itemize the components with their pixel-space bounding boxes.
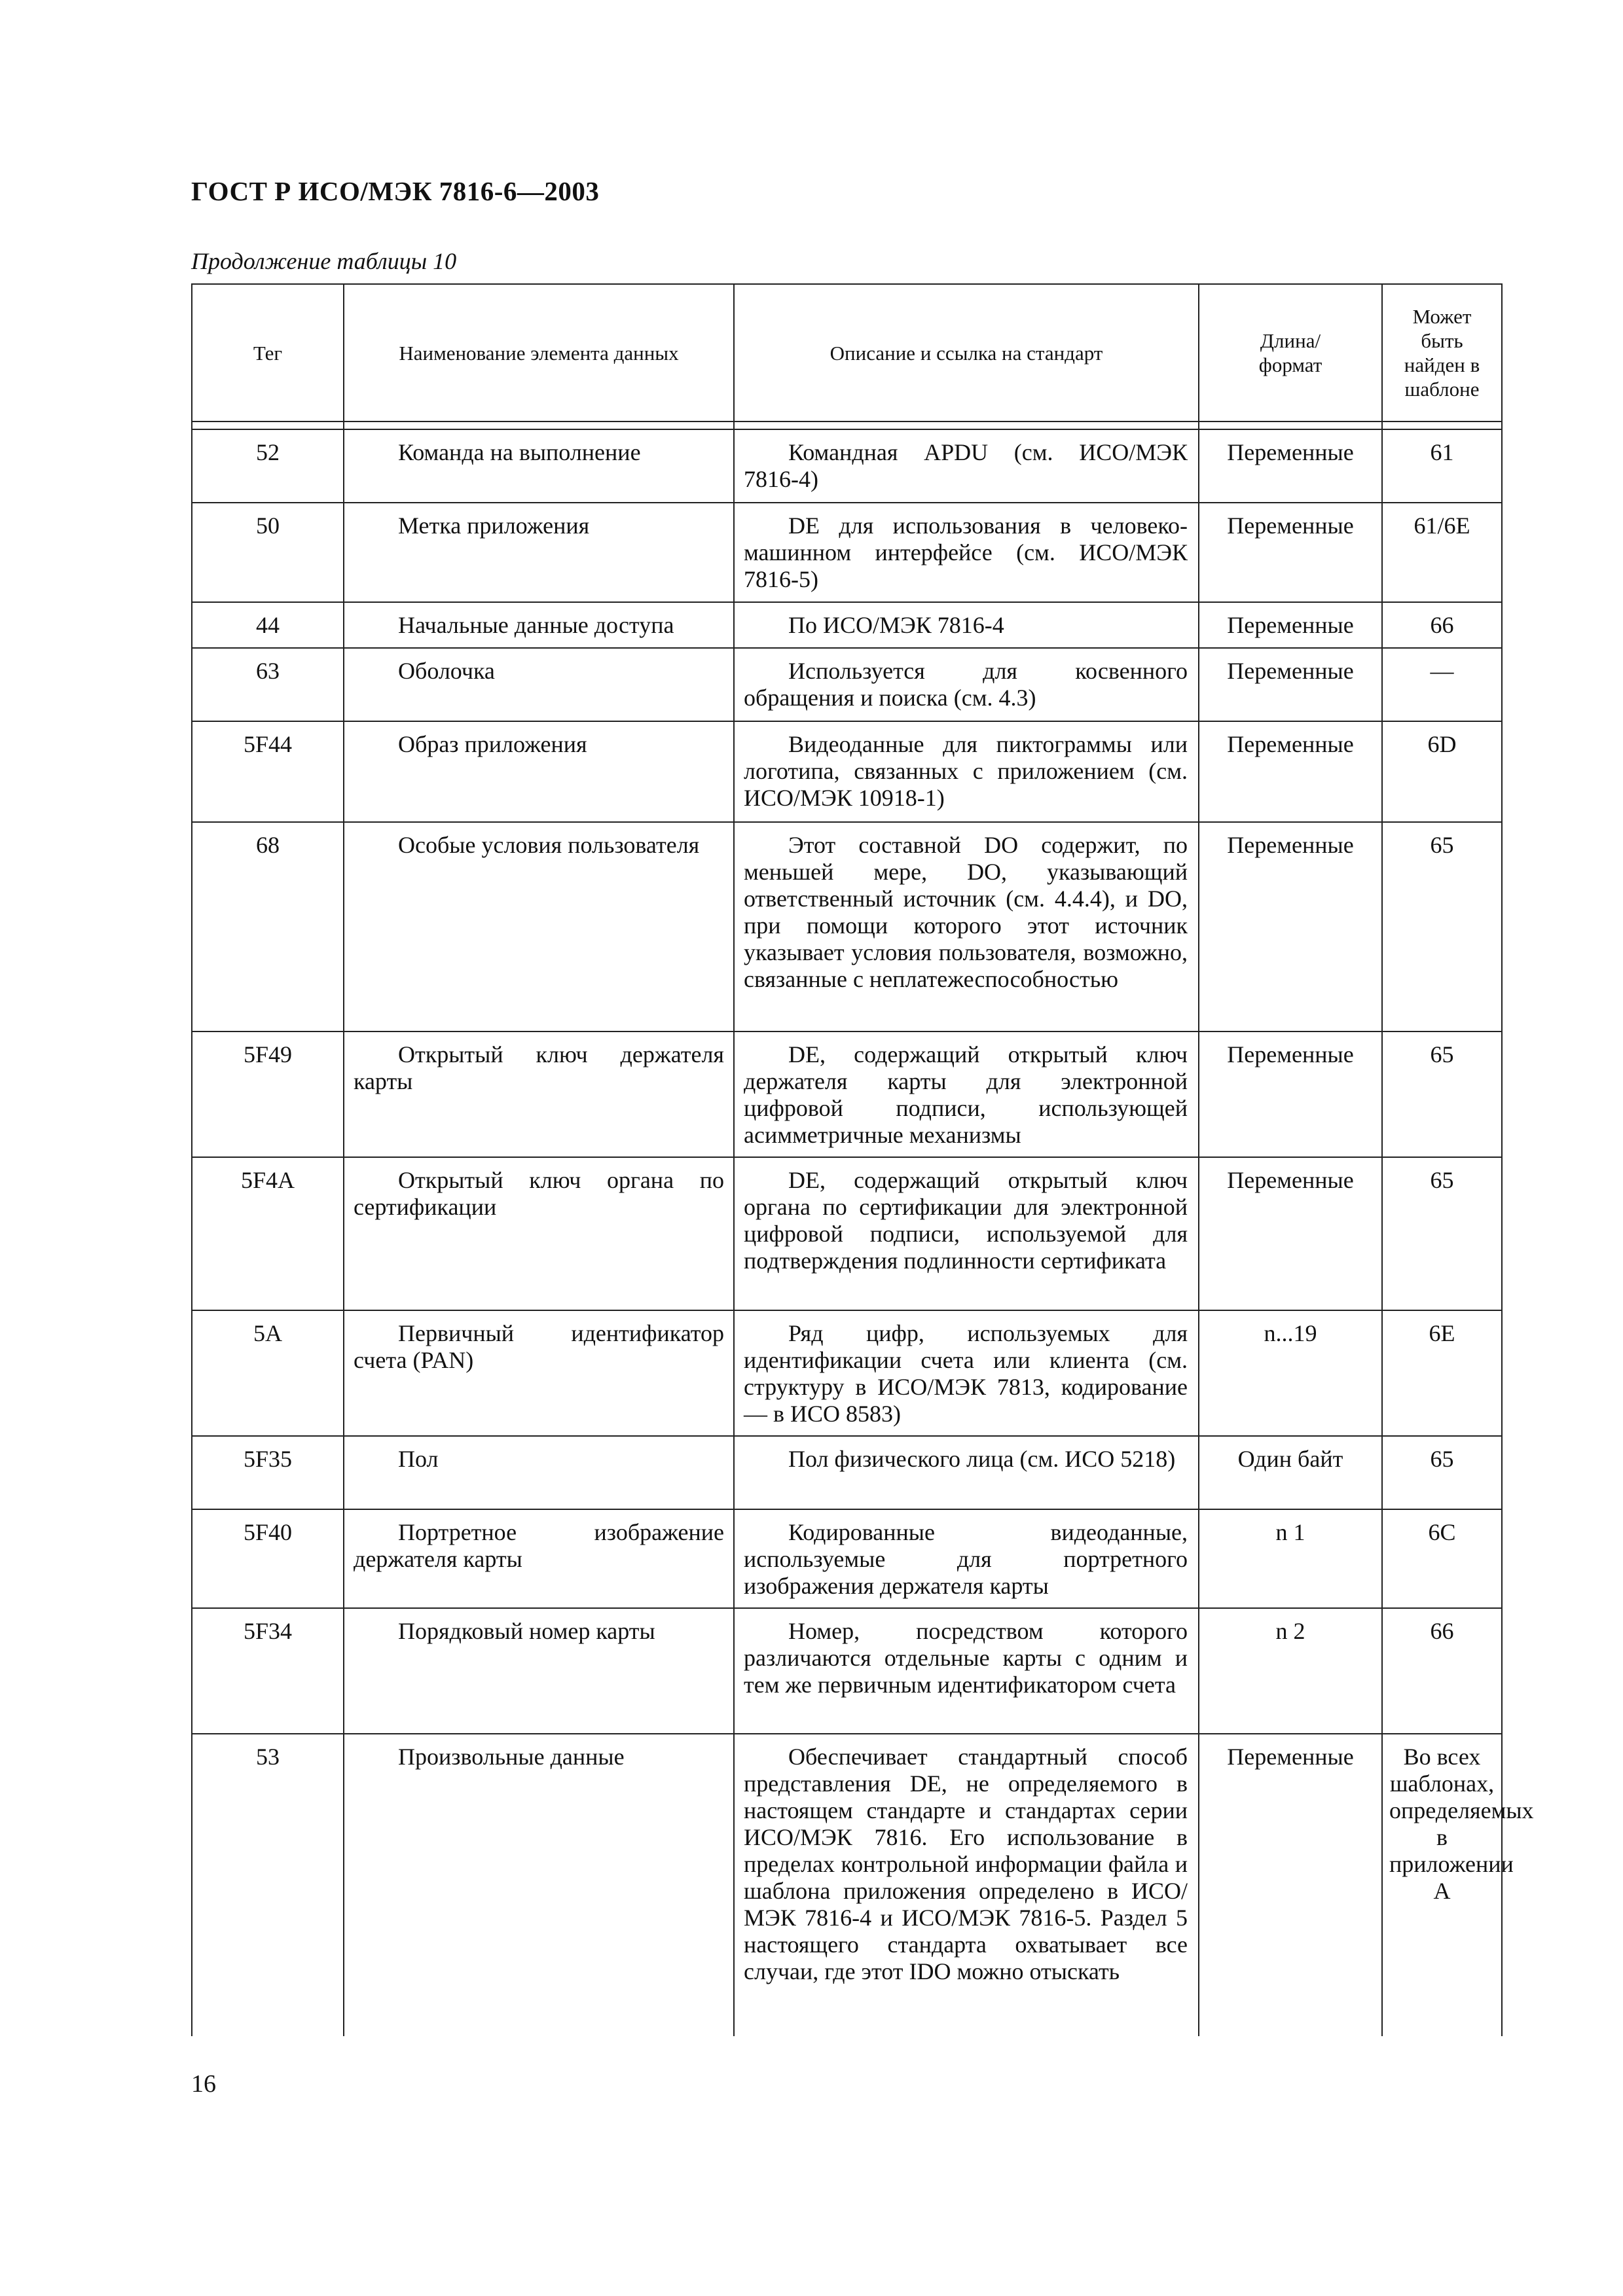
cell-description: [734, 1608, 1199, 1734]
cell-template: 61: [1382, 429, 1502, 503]
cell-description: [734, 503, 1199, 602]
cell-description-text: Используется для косвенного обращения и поиска (см. 4.3): [744, 658, 1188, 711]
cell-length-format: Переменные: [1199, 1157, 1382, 1310]
cell-element-name-text: Метка приложения: [398, 512, 590, 539]
cell-description: [734, 1509, 1199, 1608]
cell-tag: 5F40: [192, 1509, 344, 1608]
table-row: [192, 822, 1502, 1031]
cell-element-name-text: Открытый ключ органа по сертификации: [354, 1167, 724, 1220]
cell-length-format: n 2: [1199, 1608, 1382, 1734]
cell-tag: 5F34: [192, 1608, 344, 1734]
page-number: 16: [191, 2070, 216, 2098]
cell-element-name: [344, 1157, 734, 1310]
cell-template: 6C: [1382, 1509, 1502, 1608]
table-caption: Продолжение таблицы 10: [191, 248, 457, 274]
cell-description: [734, 429, 1199, 503]
cell-element-name-text: Особые условия пользователя: [398, 832, 700, 858]
cell-length-format: n 1: [1199, 1509, 1382, 1608]
cell-description: [734, 648, 1199, 721]
cell-element-name-text: Произвольные данные: [398, 1744, 625, 1770]
cell-element-name: [344, 1734, 734, 2036]
cell-template: 6D: [1382, 721, 1502, 822]
cell-description-text: DE, содержащий открытый ключ органа по сертификации для электронной цифровой подписи, используемой для подтверждения подлинности сертификата: [744, 1167, 1188, 1274]
cell-length-format: Переменные: [1199, 648, 1382, 721]
cell-element-name-text: Порядковый номер карты: [398, 1618, 655, 1644]
cell-element-name: [344, 1310, 734, 1436]
cell-length-format: Переменные: [1199, 822, 1382, 1031]
cell-description: [734, 1031, 1199, 1157]
table-row: [192, 1157, 1502, 1310]
cell-element-name: [344, 1608, 734, 1734]
cell-template: 65: [1382, 822, 1502, 1031]
cell-tag: 63: [192, 648, 344, 721]
cell-length-format: Переменные: [1199, 503, 1382, 602]
cell-description: [734, 1157, 1199, 1310]
cell-description-text: Пол физического лица (см. ИСО 5218): [788, 1446, 1176, 1472]
cell-template: 65: [1382, 1031, 1502, 1157]
document-header: ГОСТ Р ИСО/МЭК 7816-6—2003: [191, 176, 600, 206]
cell-tag: 53: [192, 1734, 344, 2036]
column-header-description: Описание и ссылка на стандарт: [734, 284, 1199, 422]
column-header-name: Наименование элемента данных: [344, 284, 734, 422]
cell-element-name: [344, 1436, 734, 1509]
cell-template: 66: [1382, 602, 1502, 648]
cell-tag: 5F35: [192, 1436, 344, 1509]
cell-element-name: [344, 648, 734, 721]
cell-element-name-text: Первичный идентификатор счета (PAN): [354, 1320, 724, 1373]
table-row: [192, 1031, 1502, 1157]
cell-tag: 68: [192, 822, 344, 1031]
cell-element-name-text: Открытый ключ держателя карты: [354, 1041, 724, 1094]
cell-element-name-text: Образ приложения: [398, 731, 587, 757]
column-header-template: Может быть найден в шаблоне: [1382, 284, 1502, 422]
cell-description-text: Номер, посредством которого различаются отдельные карты с одним и тем же первичным идентификатором счета: [744, 1618, 1188, 1698]
cell-element-name-text: Оболочка: [398, 658, 495, 684]
cell-tag: 5F49: [192, 1031, 344, 1157]
cell-description-text: Этот составной DO содержит, по меньшей мере, DO, указывающий ответственный источник (см. 4.4.4), и DO, при помощи которого этот источник указывает условия пользователя, возможно, связанные с неплатежеспособностью: [744, 832, 1188, 992]
cell-length-format: Переменные: [1199, 602, 1382, 648]
cell-tag: 50: [192, 503, 344, 602]
cell-length-format: Один байт: [1199, 1436, 1382, 1509]
cell-tag: 44: [192, 602, 344, 648]
cell-tag: 5F44: [192, 721, 344, 822]
column-header-tag: Тег: [192, 284, 344, 422]
cell-length-format: Переменные: [1199, 429, 1382, 503]
table-row: [192, 602, 1502, 648]
cell-description-text: Командная APDU (см. ИСО/МЭК 7816-4): [744, 439, 1188, 492]
table-row: [192, 503, 1502, 602]
cell-description-text: Обеспечивает стандартный способ представления DE, не определяемого в настоящем стандарте и стандартах серии ИСО/МЭК 7816. Его использование в пределах контрольной информации файла и шаблона приложения определено в ИСО/МЭК 7816-4 и ИСО/МЭК 7816-5. Раздел 5 настоящего стандарта охватывает все случаи, где этот IDO можно отыскать: [744, 1744, 1188, 1984]
cell-element-name-text: Начальные данные доступа: [398, 612, 674, 638]
cell-tag: 52: [192, 429, 344, 503]
table-row: [192, 1608, 1502, 1734]
cell-description: [734, 602, 1199, 648]
cell-element-name: [344, 1509, 734, 1608]
cell-description: [734, 1310, 1199, 1436]
cell-element-name: [344, 503, 734, 602]
cell-description-text: По ИСО/МЭК 7816-4: [788, 612, 1004, 638]
cell-description-text: DE для использования в человеко-машинном интерфейсе (см. ИСО/МЭК 7816-5): [744, 512, 1188, 592]
cell-description: [734, 1436, 1199, 1509]
cell-template: 65: [1382, 1436, 1502, 1509]
cell-element-name-text: Портретное изображение держателя карты: [354, 1519, 724, 1572]
cell-description-text: Ряд цифр, используемых для идентификации счета или клиента (см. структуру в ИСО/МЭК 7813, кодирование — в ИСО 8583): [744, 1320, 1188, 1427]
cell-description-text: Видеоданные для пиктограммы или логотипа, связанных с приложением (см. ИСО/МЭК 10918-1): [744, 731, 1188, 811]
cell-template: 66: [1382, 1608, 1502, 1734]
cell-description-text: DE, содержащий открытый ключ держателя карты для электронной цифровой подписи, использующей асимметричные механизмы: [744, 1041, 1188, 1148]
cell-description: [734, 1734, 1199, 2036]
cell-element-name: [344, 1031, 734, 1157]
table-row: [192, 429, 1502, 503]
cell-description: [734, 721, 1199, 822]
cell-length-format: Переменные: [1199, 721, 1382, 822]
table-row: [192, 721, 1502, 822]
cell-length-format: Переменные: [1199, 1031, 1382, 1157]
cell-element-name: [344, 429, 734, 503]
cell-length-format: Переменные: [1199, 1734, 1382, 2036]
cell-element-name-text: Пол: [398, 1446, 439, 1472]
cell-element-name-text: Команда на выполнение: [398, 439, 641, 465]
cell-template: 6E: [1382, 1310, 1502, 1436]
cell-element-name: [344, 602, 734, 648]
cell-tag: 5F4A: [192, 1157, 344, 1310]
cell-description-text: Кодированные видеоданные, используемые для портретного изображения держателя карты: [744, 1519, 1188, 1599]
cell-template: 61/6E: [1382, 503, 1502, 602]
table-row: [192, 1310, 1502, 1436]
table-row: [192, 1734, 1502, 2036]
table-row: [192, 648, 1502, 721]
column-header-length-format: Длина/ формат: [1199, 284, 1382, 422]
cell-description: [734, 822, 1199, 1031]
cell-template: Во всех шаблонах, определяемых в приложении А: [1382, 1734, 1502, 2036]
cell-tag: 5A: [192, 1310, 344, 1436]
cell-template: —: [1382, 648, 1502, 721]
table-row: [192, 1436, 1502, 1509]
cell-template: 65: [1382, 1157, 1502, 1310]
data-elements-table: [191, 283, 1534, 2036]
cell-element-name: [344, 721, 734, 822]
table-row: [192, 1509, 1502, 1608]
cell-element-name: [344, 822, 734, 1031]
cell-length-format: n...19: [1199, 1310, 1382, 1436]
